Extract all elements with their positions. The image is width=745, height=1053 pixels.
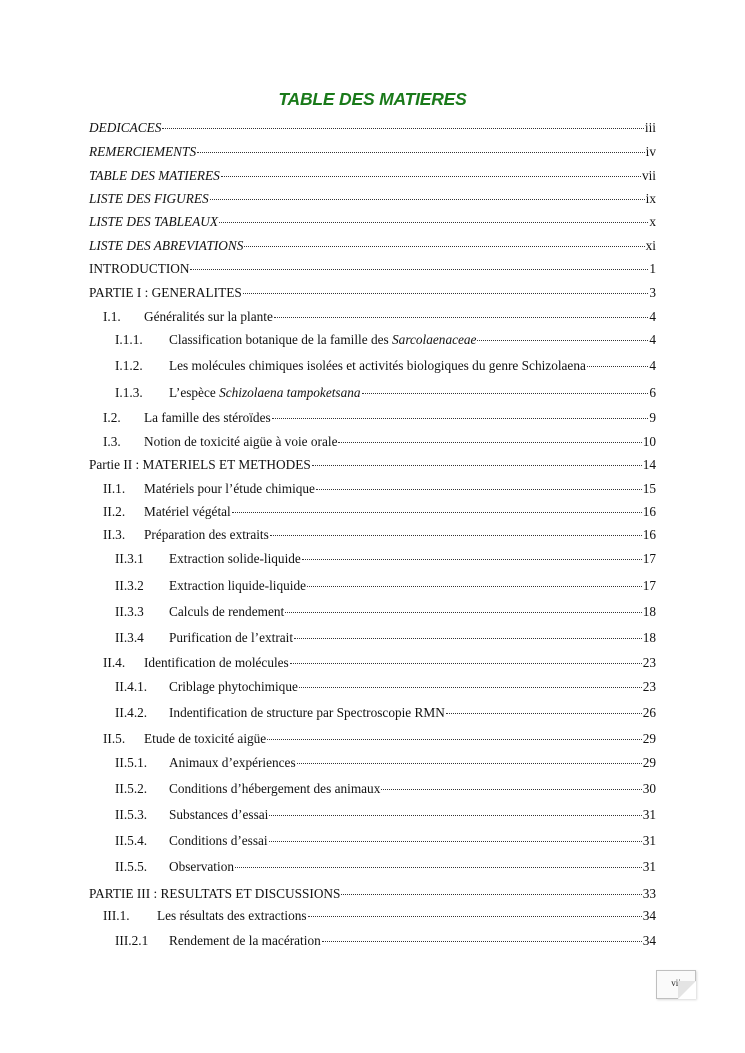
toc-entry[interactable] [115, 678, 656, 696]
toc-entry-label [144, 526, 269, 544]
toc-entry-label [89, 284, 242, 302]
toc-leader-dots [269, 815, 641, 816]
toc-entry[interactable] [115, 932, 656, 950]
toc-entry-label [89, 885, 340, 903]
toc-entry[interactable] [115, 550, 656, 568]
toc-entry-label [169, 754, 296, 772]
toc-entry-page: 31 [642, 833, 656, 848]
toc-entry-label-text: INTRODUCTION [89, 261, 190, 276]
toc-leader-dots [210, 199, 645, 200]
toc-entry-label-text: Indentification de structure par Spectroscopie RMN [169, 705, 445, 720]
toc-entry-number: II.3.3 [115, 604, 144, 619]
toc-entry-number: I.1.1. [115, 332, 143, 347]
toc-entry-number: II.4. [103, 655, 126, 670]
toc-entry[interactable] [103, 730, 656, 748]
toc-entry[interactable] [103, 308, 656, 326]
toc-entry-label [169, 858, 234, 876]
toc-entry-label-text: Animaux d’expériences [169, 755, 296, 770]
toc-entry-page: vii [641, 168, 656, 183]
toc-entry-label-text: Partie II : MATERIELS ET METHODES [89, 457, 311, 472]
toc-entry[interactable] [89, 456, 656, 474]
toc-entry-number: II.3.2 [115, 578, 144, 593]
toc-entry-label-text: Etude de toxicité aigüe [144, 731, 267, 746]
toc-entry-label [144, 654, 289, 672]
toc-entry-label [144, 503, 231, 521]
toc-entry-label-text: Notion de toxicité aigüe à voie orale [144, 434, 338, 449]
toc-entry-label-text: Substances d’essai [169, 807, 269, 822]
toc-entry-page: ix [645, 191, 656, 206]
toc-entry-label [89, 260, 189, 278]
toc-entry-label-text: Extraction liquide-liquide [169, 578, 306, 593]
toc-entry-page: 17 [642, 551, 656, 566]
toc-entry-page: x [649, 214, 656, 229]
toc-entry-page: 6 [649, 385, 656, 400]
toc-leader-dots [362, 393, 649, 394]
toc-entry[interactable] [103, 433, 656, 451]
toc-leader-dots [269, 841, 642, 842]
toc-entry[interactable] [89, 260, 656, 278]
toc-entry[interactable] [115, 754, 656, 772]
toc-entry-number: II.2. [103, 504, 126, 519]
toc-entry-label-text: L’espèce [169, 385, 220, 400]
toc-entry-page: 10 [642, 434, 656, 449]
toc-entry-label [169, 550, 301, 568]
toc-leader-dots [285, 612, 642, 613]
toc-entry-label-italic: Sarcolaenaceae [392, 332, 477, 347]
toc-entry-number: II.4.1. [115, 679, 148, 694]
toc-entry-page: 34 [642, 908, 656, 923]
toc-entry-label-text: PARTIE I : GENERALITES [89, 285, 242, 300]
toc-entry-label [169, 603, 284, 621]
toc-entry-page: 16 [642, 504, 656, 519]
toc-leader-dots [219, 222, 648, 223]
toc-entry-label [144, 433, 337, 451]
toc-entry-label [169, 678, 298, 696]
toc-entry-number: II.3. [103, 527, 126, 542]
toc-entry-label-text: Criblage phytochimique [169, 679, 298, 694]
toc-entry-label [89, 456, 311, 474]
toc-entry-label [169, 577, 306, 595]
toc-entry-label [169, 780, 380, 798]
toc-entry-number: II.5.2. [115, 781, 148, 796]
page-number: vii [671, 978, 681, 988]
toc-leader-dots [341, 894, 641, 895]
toc-entry-label [169, 806, 268, 824]
toc-entry-page: 33 [642, 886, 656, 901]
toc-leader-dots [297, 763, 642, 764]
toc-leader-dots [316, 489, 642, 490]
toc-entry-label [144, 480, 315, 498]
toc-entry-page: 30 [642, 781, 656, 796]
toc-entry-number: III.2.1 [115, 933, 149, 948]
toc-leader-dots [338, 442, 641, 443]
toc-leader-dots [270, 535, 642, 536]
toc-entry[interactable] [89, 213, 656, 231]
toc-entry-label [169, 384, 361, 402]
toc-leader-dots [299, 687, 642, 688]
toc-entry-label-text: Matériel végétal [144, 504, 231, 519]
toc-entry-page: 3 [649, 285, 656, 300]
toc-entry-label [169, 932, 321, 950]
toc-entry[interactable] [115, 780, 656, 798]
toc-entry-label [169, 357, 586, 375]
toc-entry-label-text: Généralités sur la plante [144, 309, 273, 324]
toc-entry-number: II.5.1. [115, 755, 148, 770]
toc-entry-label-text: Observation [169, 859, 234, 874]
page-fold-corner [678, 981, 696, 999]
toc-entry[interactable] [103, 503, 656, 521]
toc-leader-dots [312, 465, 642, 466]
toc-leader-dots [322, 941, 642, 942]
page-title: TABLE DES MATIERES [278, 89, 467, 109]
toc-entry-number: I.3. [103, 434, 121, 449]
toc-entry[interactable] [115, 704, 656, 722]
toc-entry[interactable] [89, 284, 656, 302]
toc-leader-dots [243, 293, 649, 294]
toc-leader-dots [308, 916, 642, 917]
toc-leader-dots [587, 366, 648, 367]
toc-leader-dots [232, 512, 642, 513]
toc-leader-dots [272, 418, 649, 419]
toc-leader-dots [477, 340, 648, 341]
toc-entry-label-text: LISTE DES FIGURES [89, 191, 209, 206]
toc-entry[interactable] [115, 357, 656, 375]
toc-entry-page: 31 [642, 859, 656, 874]
toc-entry-label [169, 704, 445, 722]
toc-entry-label-text: REMERCIEMENTS [89, 144, 197, 159]
toc-entry-page: 1 [649, 261, 656, 276]
toc-entry-page: 23 [642, 655, 656, 670]
toc-entry-number: II.1. [103, 481, 126, 496]
toc-leader-dots [267, 739, 641, 740]
toc-entry-number: II.5.4. [115, 833, 148, 848]
toc-entry-number: II.5.3. [115, 807, 148, 822]
toc-entry-label [89, 143, 196, 161]
toc-entry-label [157, 907, 307, 925]
toc-entry-page: 14 [642, 457, 656, 472]
toc-entry-label [89, 213, 218, 231]
toc-entry-number: I.1. [103, 309, 121, 324]
toc-entry-label [89, 119, 161, 137]
toc-entry[interactable] [115, 832, 656, 850]
toc-entry-label-text: Identification de molécules [144, 655, 289, 670]
toc-leader-dots [162, 128, 644, 129]
toc-entry-label-text: Conditions d’hébergement des animaux [169, 781, 381, 796]
toc-entry[interactable] [89, 190, 656, 208]
toc-leader-dots [235, 867, 642, 868]
toc-entry-number: I.2. [103, 410, 121, 425]
toc-entry-page: 4 [649, 332, 656, 347]
toc-entry-label-text: Purification de l’extrait [169, 630, 294, 645]
toc-entry-number: II.5.5. [115, 859, 148, 874]
toc-entry[interactable] [115, 806, 656, 824]
toc-entry-page: iv [645, 144, 656, 159]
toc-leader-dots [290, 663, 642, 664]
toc-entry-label-text: Calculs de rendement [169, 604, 285, 619]
toc-entry-page: 16 [642, 527, 656, 542]
toc-entry-label-text: Conditions d’essai [169, 833, 268, 848]
toc-entry-label-text: Extraction solide-liquide [169, 551, 301, 566]
toc-entry-label-text: LISTE DES TABLEAUX [89, 214, 219, 229]
toc-leader-dots [381, 789, 641, 790]
toc-entry-page: 18 [642, 604, 656, 619]
toc-entry-page: 4 [649, 309, 656, 324]
toc-entry-number: II.3.4 [115, 630, 144, 645]
toc-entry-label [144, 308, 273, 326]
toc-entry-label [169, 629, 293, 647]
toc-entry-page: iii [644, 120, 656, 135]
toc-entry-label [169, 832, 268, 850]
toc-entry-label-text: Les molécules chimiques isolées et activités biologiques du genre Schizolaena [169, 358, 586, 373]
toc-entry-label [89, 237, 243, 255]
toc-entry-page: 31 [642, 807, 656, 822]
page-number-badge [656, 970, 696, 999]
toc-leader-dots [244, 246, 644, 247]
toc-entry-page: 29 [642, 755, 656, 770]
toc-entry[interactable] [115, 603, 656, 621]
toc-leader-dots [307, 586, 642, 587]
toc-entry-label-text: DEDICACES [89, 120, 162, 135]
toc-entry[interactable] [103, 654, 656, 672]
toc-entry[interactable] [89, 167, 656, 185]
toc-entry[interactable] [89, 119, 656, 137]
toc-leader-dots [190, 269, 648, 270]
toc-entry[interactable] [89, 885, 656, 903]
toc-entry-label-text: Rendement de la macération [169, 933, 321, 948]
toc-entry[interactable] [115, 858, 656, 876]
toc-entry[interactable] [89, 237, 656, 255]
toc-leader-dots [294, 638, 642, 639]
toc-entry-page: 17 [642, 578, 656, 593]
toc-entry-label [144, 409, 271, 427]
toc-entry-page: xi [645, 238, 656, 253]
toc-leader-dots [197, 152, 645, 153]
toc-leader-dots [446, 713, 642, 714]
toc-entry-page: 29 [642, 731, 656, 746]
toc-entry[interactable] [103, 480, 656, 498]
toc-entry-number: I.1.2. [115, 358, 143, 373]
toc-entry[interactable] [103, 526, 656, 544]
toc-entry-number: II.4.2. [115, 705, 148, 720]
toc-entry-label [144, 730, 266, 748]
toc-entry-page: 34 [642, 933, 656, 948]
toc-entry[interactable] [115, 384, 656, 402]
toc-entry-label-text: PARTIE III : RESULTATS ET DISCUSSIONS [89, 886, 341, 901]
toc-entry-page: 18 [642, 630, 656, 645]
toc-leader-dots [221, 176, 641, 177]
toc-entry[interactable] [115, 629, 656, 647]
toc-entry-label-text: La famille des stéroïdes [144, 410, 271, 425]
toc-entry-label [169, 331, 476, 349]
toc-leader-dots [302, 559, 642, 560]
toc-entry[interactable] [115, 577, 656, 595]
toc-entry-page: 26 [642, 705, 656, 720]
toc-entry[interactable] [103, 907, 656, 925]
toc-entry-label-text: Classification botanique de la famille des [169, 332, 393, 347]
toc-entry-number: II.3.1 [115, 551, 144, 566]
toc-entry[interactable] [115, 331, 656, 349]
toc-entry-label-text: Matériels pour l’étude chimique [144, 481, 315, 496]
toc-entry-label-text: Les résultats des extractions [157, 908, 307, 923]
toc-entry-label-text: Préparation des extraits [144, 527, 269, 542]
toc-entry-number: III.1. [103, 908, 130, 923]
toc-leader-dots [274, 317, 648, 318]
toc-entry[interactable] [103, 409, 656, 427]
toc-entry-page: 9 [649, 410, 656, 425]
toc-entry-page: 23 [642, 679, 656, 694]
toc-entry-number: I.1.3. [115, 385, 143, 400]
toc-entry-label [89, 190, 209, 208]
toc-entry[interactable] [89, 143, 656, 161]
toc-entry-label-text: TABLE DES MATIERES [89, 168, 220, 183]
toc-entry-label-text: LISTE DES ABREVIATIONS [89, 238, 244, 253]
toc-entry-page: 4 [649, 358, 656, 373]
toc-entry-page: 15 [642, 481, 656, 496]
toc-entry-label [89, 167, 220, 185]
toc-entry-label-italic: Schizolaena tampoketsana [219, 385, 361, 400]
toc-entry-number: II.5. [103, 731, 126, 746]
